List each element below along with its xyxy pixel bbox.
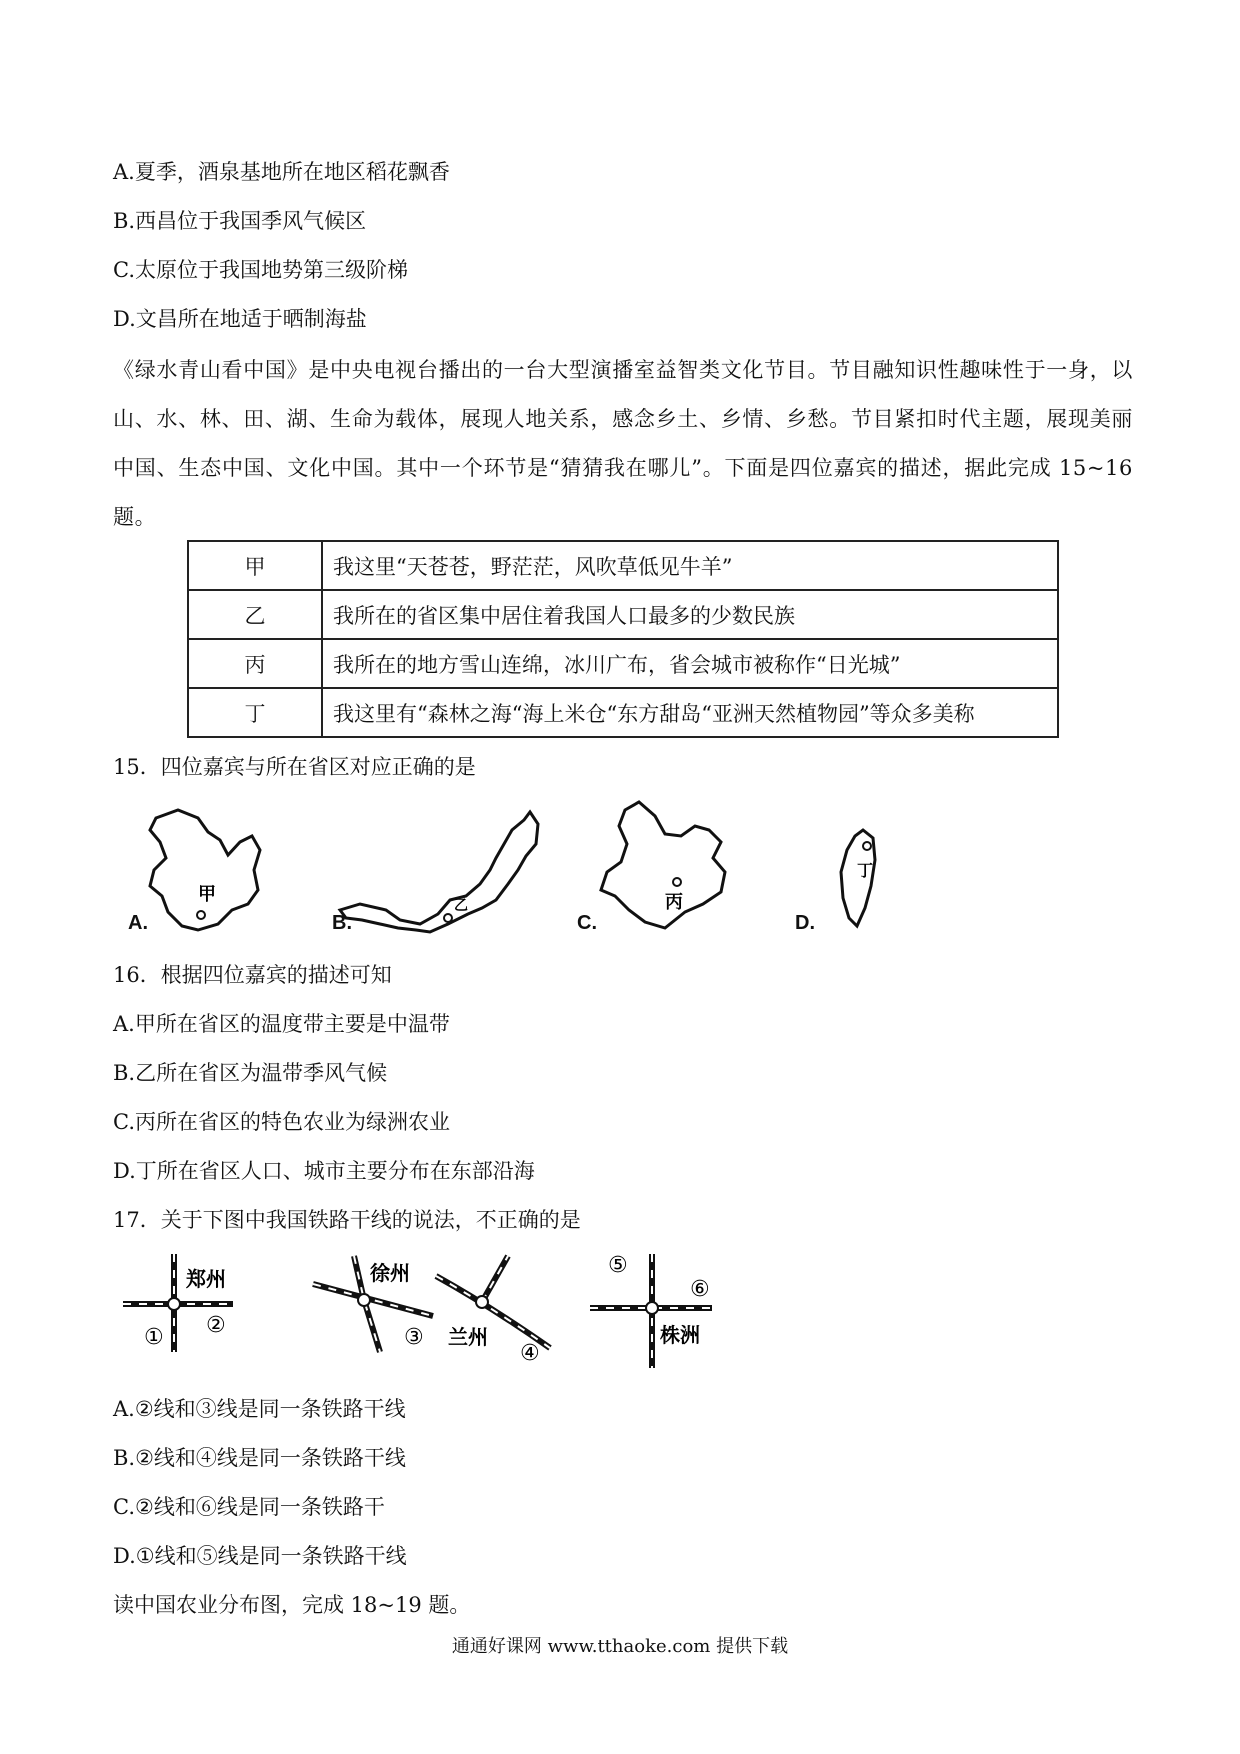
table-row xyxy=(188,590,1058,639)
city-label: 徐州 xyxy=(370,1261,410,1285)
guest-desc: 我这里“天苍苍，野茫茫，风吹草低见牛羊” xyxy=(322,541,1058,590)
map-label-a: A. xyxy=(128,912,148,934)
map-mark: 丙 xyxy=(665,892,683,913)
q18-intro: 读中国农业分布图，完成 18~19 题。 xyxy=(113,1593,471,1617)
intro-paragraph: 《绿水青山看中国》是中央电视台播出的一台大型演播室益智类文化节目。节目融知识性趣味性于一身，以山、水、林、田、湖、生命为载体，展现人地关系，感念乡土、乡情、乡愁。节目紧扣时代主题，展现美丽中国、生态中国、文化中国。其中一个环节是“猜猜我在哪儿”。下面是四位嘉宾的描述，据此完成 15~16 题。 xyxy=(113,358,1133,529)
guest-desc: 我这里有“森林之海“海上米仓“东方甜岛“亚洲天然植物园”等众多美称 xyxy=(322,688,1058,737)
map-mark: 丁 xyxy=(857,861,874,880)
guest-name: 丁 xyxy=(188,688,322,737)
railway-diagram xyxy=(118,1252,798,1372)
table-row xyxy=(188,688,1058,737)
q14-option-a: A.夏季，酒泉基地所在地区稻花飘香 xyxy=(113,160,450,184)
q16-option-c: C.丙所在省区的特色农业为绿洲农业 xyxy=(113,1110,450,1134)
railway-junctions-figure xyxy=(118,1252,798,1376)
table-row xyxy=(188,541,1058,590)
map-mark: 甲 xyxy=(198,884,216,905)
q17-option-d: D.①线和⑤线是同一条铁路干线 xyxy=(113,1544,407,1568)
city-label: 郑州 xyxy=(186,1267,226,1291)
q16-question: 16．根据四位嘉宾的描述可知 xyxy=(113,963,392,987)
map-label-b: B. xyxy=(332,912,352,934)
yunnan-outline xyxy=(585,800,760,940)
inner-mongolia-outline xyxy=(330,800,560,940)
city-label: 兰州 xyxy=(448,1325,488,1349)
map-option-b xyxy=(330,800,560,940)
city-label: 株洲 xyxy=(660,1323,700,1347)
q17-option-b: B.②线和④线是同一条铁路干线 xyxy=(113,1446,406,1470)
map-option-d xyxy=(795,800,885,940)
page-footer: 通通好课网 www.tthaoke.com 提供下载 xyxy=(451,1636,789,1657)
q16-option-a: A.甲所在省区的温度带主要是中温带 xyxy=(113,1012,450,1036)
guest-table xyxy=(187,540,1059,738)
map-label-d: D. xyxy=(795,912,815,934)
line-label: ① xyxy=(144,1325,164,1350)
q17-option-c: C.②线和⑥线是同一条铁路干 xyxy=(113,1495,385,1519)
junction-xuzhou xyxy=(313,1256,433,1352)
map-option-a xyxy=(120,800,280,940)
q17-question: 17．关于下图中我国铁路干线的说法，不正确的是 xyxy=(113,1208,581,1232)
line-label: ③ xyxy=(404,1325,424,1350)
map-mark: 乙 xyxy=(454,898,468,914)
junction-lanzhou xyxy=(436,1256,550,1366)
line-label: ④ xyxy=(520,1341,540,1366)
q16-option-b: B.乙所在省区为温带季风气候 xyxy=(113,1061,388,1085)
q14-option-d: D.文昌所在地适于晒制海盐 xyxy=(113,307,367,331)
table-row xyxy=(188,639,1058,688)
junction-zhengzhou xyxy=(123,1254,233,1352)
guest-name: 甲 xyxy=(188,541,322,590)
q14-option-b: B.西昌位于我国季风气候区 xyxy=(113,209,367,233)
line-label: ② xyxy=(206,1313,226,1338)
guest-desc: 我所在的地方雪山连绵，冰川广布，省会城市被称作“日光城” xyxy=(322,639,1058,688)
q14-option-c: C.太原位于我国地势第三级阶梯 xyxy=(113,258,408,282)
q16-option-d: D.丁所在省区人口、城市主要分布在东部沿海 xyxy=(113,1159,535,1183)
guest-name: 乙 xyxy=(188,590,322,639)
guest-name: 丙 xyxy=(188,639,322,688)
q15-question: 15．四位嘉宾与所在省区对应正确的是 xyxy=(113,755,476,779)
line-label: ⑤ xyxy=(608,1253,628,1278)
map-label-c: C. xyxy=(577,912,597,934)
junction-zhuzhou xyxy=(590,1253,712,1368)
guest-desc: 我所在的省区集中居住着我国人口最多的少数民族 xyxy=(322,590,1058,639)
line-label: ⑥ xyxy=(690,1277,710,1302)
q17-option-a: A.②线和③线是同一条铁路干线 xyxy=(113,1397,406,1421)
map-option-c xyxy=(577,800,760,940)
